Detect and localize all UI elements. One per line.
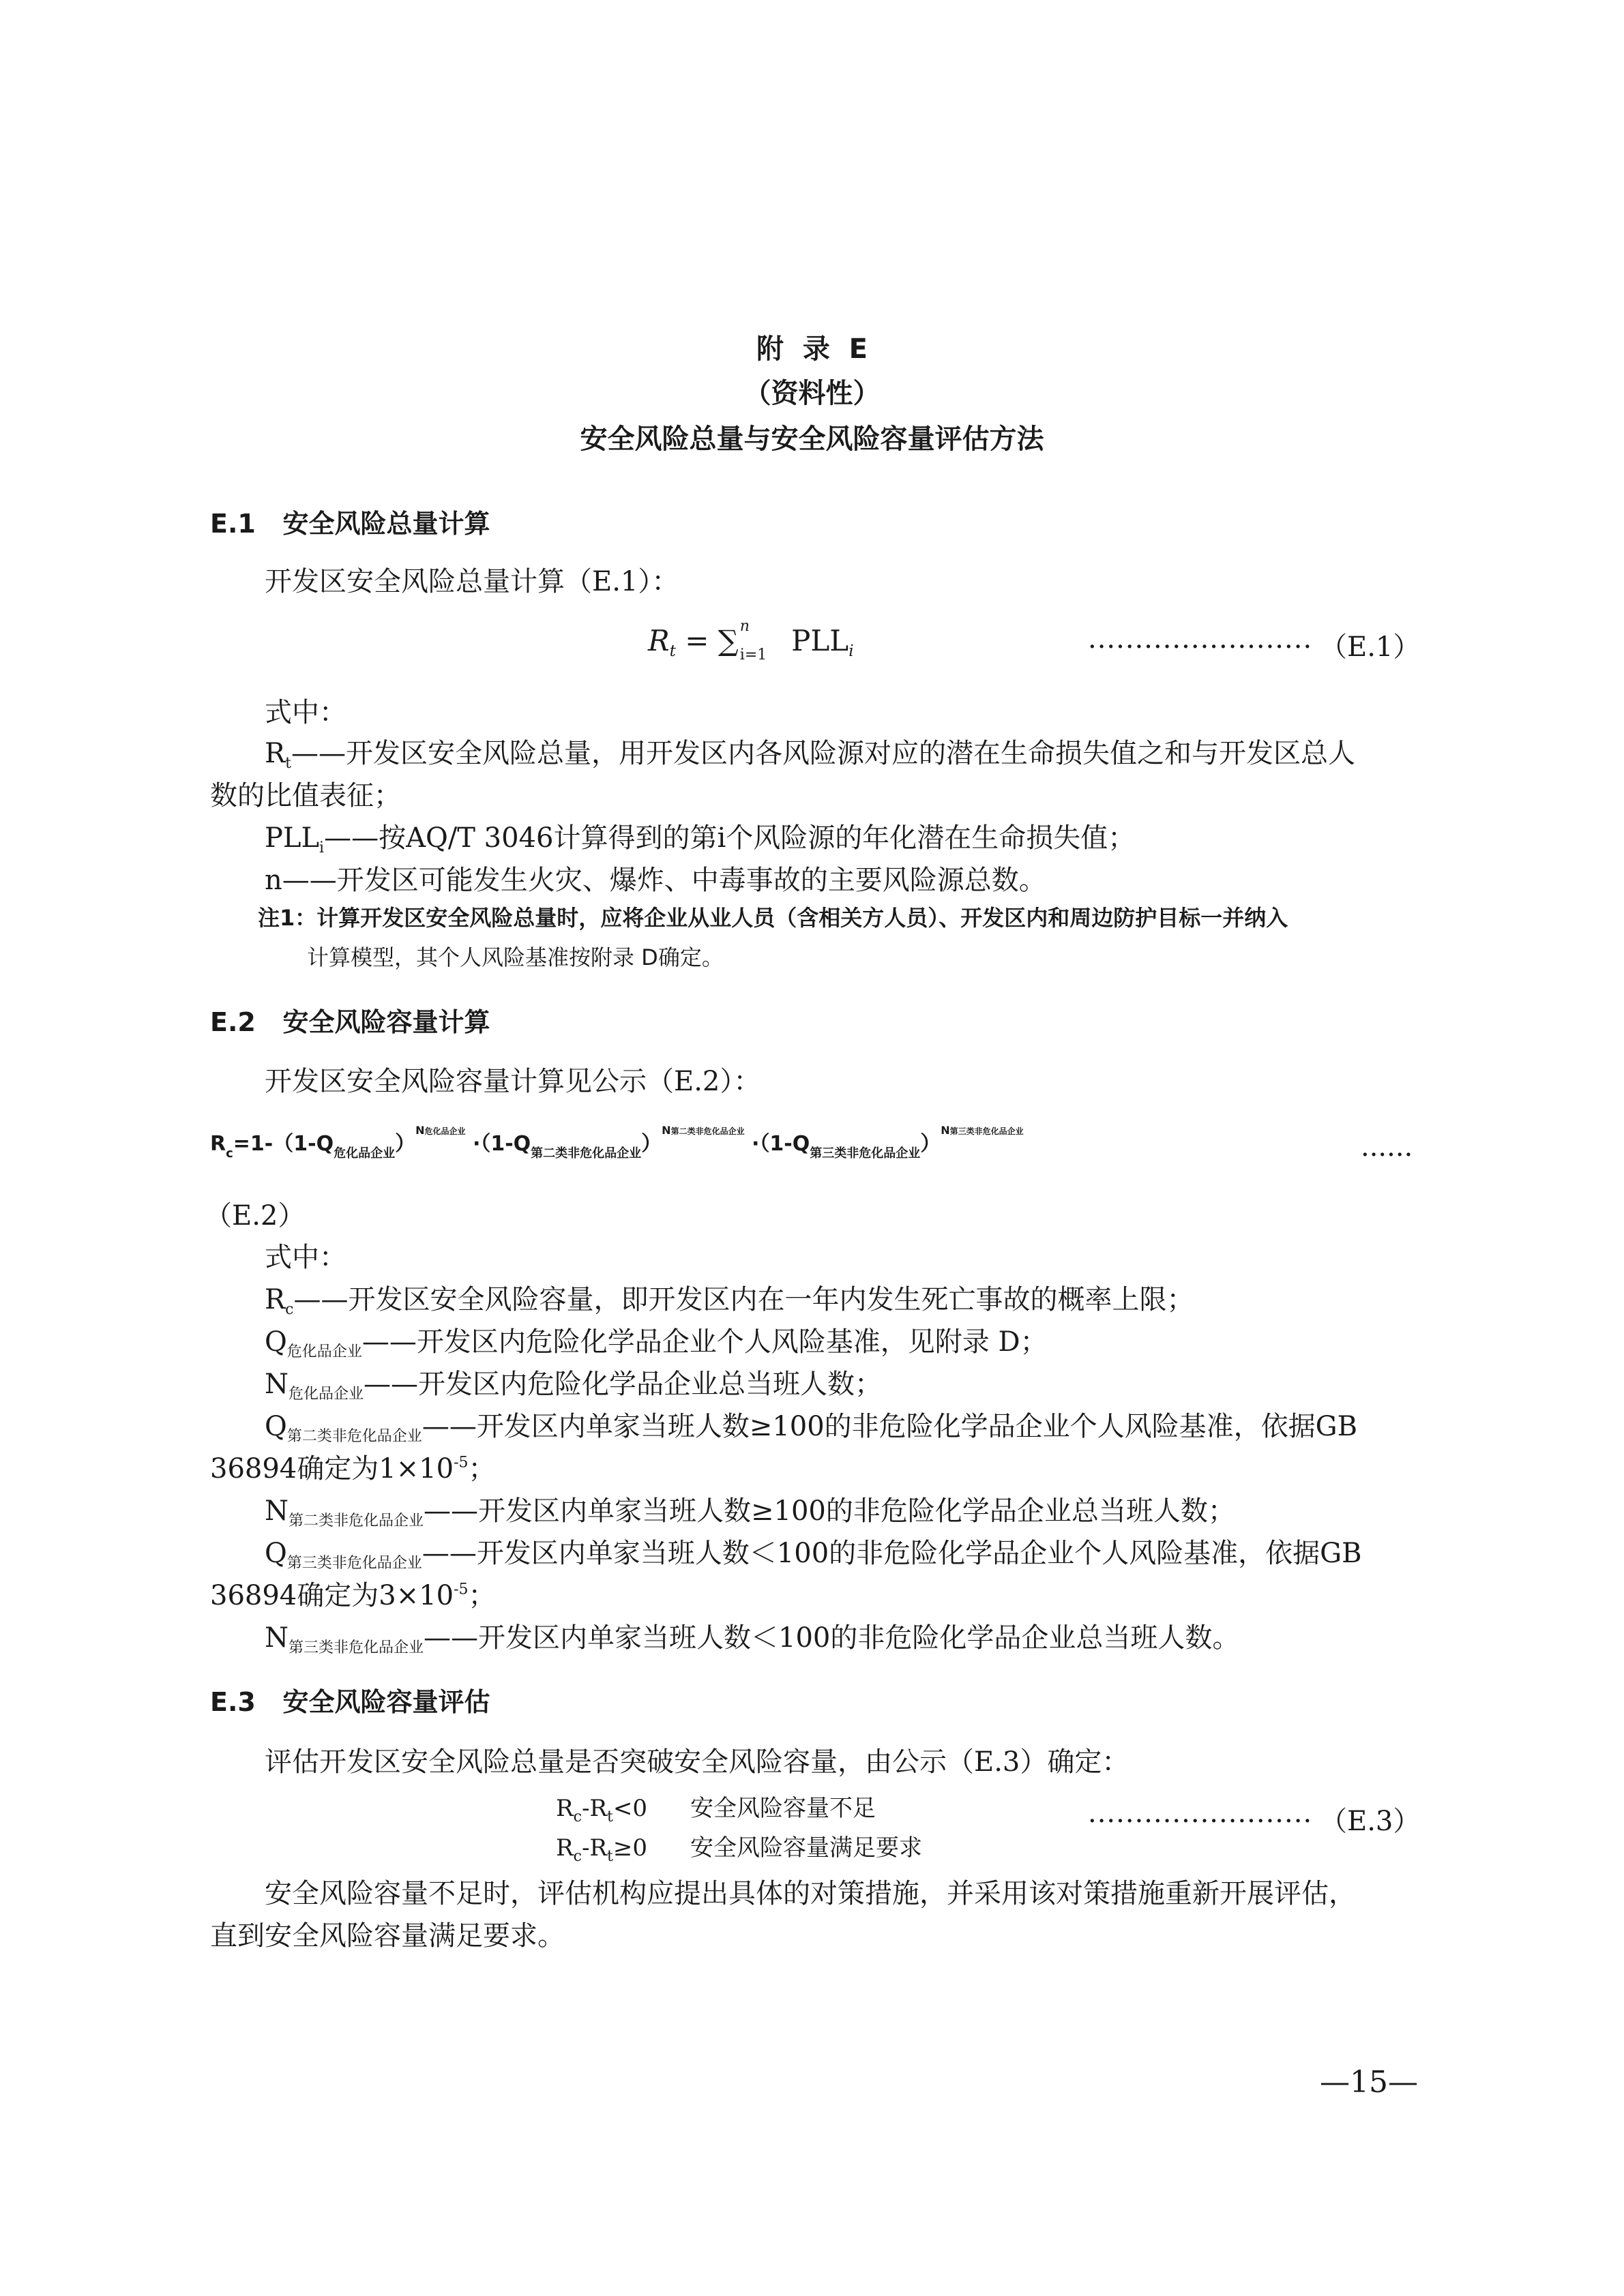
e3-condition-2-label: 安全风险容量满足要求 (690, 1834, 922, 1862)
e2-def-q-class3: $Q_{第三类非危化品企业}——$开发区内单家当班人数＜100的非危险化学品企业个人风险基准，依据GB (265, 1538, 1362, 1572)
formula-e1-leader: ························ (1088, 631, 1313, 663)
e2-def-q-class2-cont: 36894确定为$1\times 10^{-5}$； (210, 1453, 496, 1485)
e3-intro: 评估开发区安全风险总量是否突破安全风险容量，由公示（E.3）确定： (265, 1746, 1130, 1778)
e2-def-q-class2: $Q_{第二类非危化品企业}——$开发区内单家当班人数≥100的非危险化学品企业个人风险基准，依据GB (265, 1411, 1358, 1445)
appendix-title: 安全风险总量与安全风险容量评估方法 (580, 423, 1044, 455)
e1-def-rt: $R_t——$开发区安全风险总量，用开发区内各风险源对应的潜在生命损失值之和与开发区总人 (265, 738, 1355, 772)
formula-e2: $R_c=1-(1-Q_{危化品企业})^{N危化品企业} \cdot(1-Q_{第二类非危化品企业})^{N第二类非危化品企业} \cdot(1-Q_{第三类非危化品企业})^{N第三类非危化品企业}$ (210, 1124, 1024, 1161)
e1-def-pll: $PLL_i——$按AQ/T 3046计算得到的第i个风险源的年化潜在生命损失值； (265, 822, 1136, 856)
e2-intro: 开发区安全风险容量计算见公示（E.2）： (265, 1066, 761, 1097)
e3-condition-1-label: 安全风险容量不足 (690, 1795, 876, 1822)
page-number: —15— (1320, 2065, 1418, 2100)
e2-def-n-class3: $N_{第三类非危化品企业}——$开发区内单家当班人数＜100的非危险化学品企业总当班人数。 (265, 1622, 1240, 1656)
formula-e2-leader: ······ (1361, 1139, 1413, 1171)
e1-def-rt-cont: 数的比值表征； (210, 780, 401, 811)
e1-intro: 开发区安全风险总量计算（E.1）： (265, 566, 679, 597)
e2-def-q-class3-cont: 36894确定为$3\times 10^{-5}$； (210, 1580, 496, 1611)
appendix-label: 附 录 E (756, 333, 868, 365)
e3-conclusion-cont: 直到安全风险容量满足要求。 (210, 1920, 565, 1952)
e1-note-2: 计算模型，其个人风险基准按附录 D确定。 (307, 944, 724, 970)
e3-condition-1: $R_c-R_t<0$ (556, 1795, 647, 1825)
e2-def-q-hazchem: $Q_{危化品企业}——$开发区内危险化学品企业个人风险基准，见附录 D； (265, 1326, 1048, 1360)
e2-where: 式中： (265, 1242, 346, 1273)
e2-def-rc: $R_c——$开发区安全风险容量，即开发区内在一年内发生死亡事故的概率上限； (265, 1284, 1194, 1318)
e1-note-1: 注1：计算开发区安全风险总量时，应将企业从业人员（含相关方人员）、开发区内和周边防护目标一并纳入 (258, 905, 1288, 931)
e2-def-n-class2: $N_{第二类非危化品企业}——$开发区内单家当班人数≥100的非危险化学品企业总当班人数； (265, 1495, 1235, 1530)
e3-condition-2: $R_c-R_t\ge 0$ (556, 1834, 647, 1865)
e2-def-n-hazchem: $N_{危化品企业}——$开发区内危险化学品企业总当班人数； (265, 1369, 883, 1403)
e1-def-n: n——开发区可能发生火灾、爆炸、中毒事故的主要风险源总数。 (265, 865, 1046, 896)
section-e1-heading: E.1 安全风险总量计算 (210, 509, 490, 539)
appendix-nature: （资料性） (743, 378, 881, 409)
formula-e3-leader: ························ (1088, 1806, 1313, 1837)
e3-conclusion: 安全风险容量不足时，评估机构应提出具体的对策措施，并采用该对策措施重新开展评估， (265, 1878, 1356, 1909)
formula-e1-number: （E.1） (1320, 631, 1421, 663)
section-e2-heading: E.2 安全风险容量计算 (210, 1007, 490, 1037)
e1-where: 式中： (265, 697, 346, 728)
formula-e1: $R_t$ = ∑ n i=1 $PLL_i$ (648, 618, 854, 664)
formula-e3-number: （E.3） (1320, 1806, 1421, 1837)
formula-e2-number: （E.2） (205, 1200, 306, 1232)
section-e3-heading: E.3 安全风险容量评估 (210, 1687, 490, 1717)
